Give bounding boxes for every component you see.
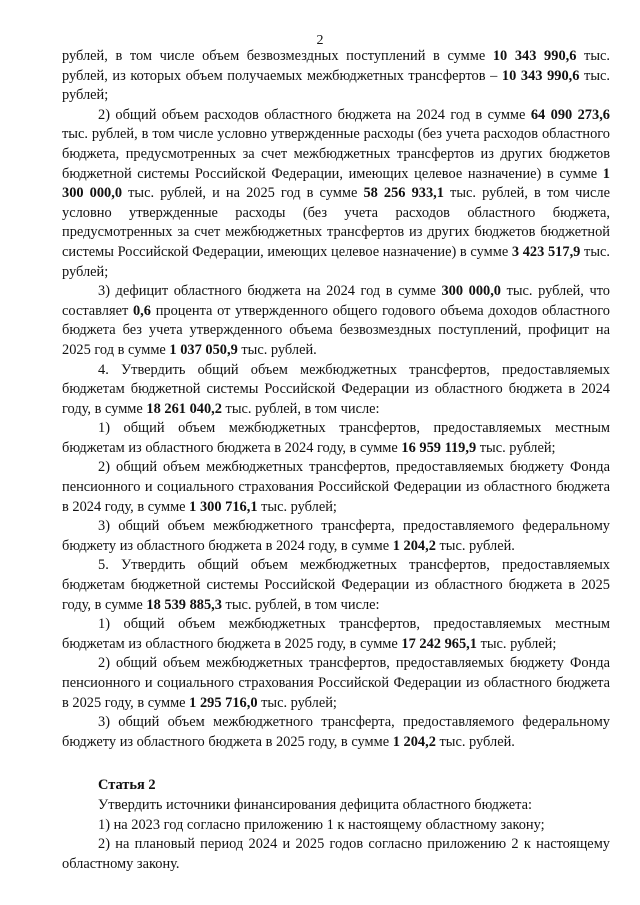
paragraph-text: тыс. рублей.	[435, 537, 515, 554]
article-2-paragraph: 2) на плановый период 2024 и 2025 годов согласно приложению 2 к настоящему областному закону.	[62, 836, 610, 872]
paragraph-text: 1) общий объем межбюджетных трансфертов, предоставляемых местным бюджетам из областного бюджета в 2025 году, в сумме	[62, 616, 610, 652]
paragraph-text: тыс. рублей.	[237, 341, 317, 358]
article-2-paragraph: Утвердить источники финансирования дефицита областного бюджета:	[98, 796, 532, 813]
amount: 300 000,0	[441, 283, 501, 300]
amount: 18 539 885,3	[146, 596, 222, 613]
paragraph	[62, 282, 610, 360]
paragraph-text: 2) общий объем межбюджетных трансфертов, предоставляемых бюджету Фонда пенсионного и социального страхования Российской Федерации из областного бюджета в 2025 году, в сумме	[62, 655, 610, 711]
article-2-paragraph: 1) на 2023 год согласно приложению 1 к настоящему областному закону;	[98, 816, 545, 833]
paragraph-text: тыс. рублей, в том числе:	[221, 596, 380, 613]
paragraph	[62, 713, 610, 752]
article-2-body	[62, 796, 610, 874]
paragraph	[62, 615, 610, 654]
amount: 10 343 990,6	[501, 67, 580, 84]
amount: 18 261 040,2	[146, 400, 222, 417]
article-heading: Статья 2	[98, 777, 156, 794]
paragraph-text: 4. Утвердить общий объем межбюджетных трансфертов, предоставляемых бюджетам бюджетной системы Российской Федерации из областного бюджета в 2024 году, в сумме	[62, 361, 610, 417]
amount: 1 300 716,1	[189, 498, 258, 515]
paragraph	[62, 517, 610, 556]
amount: 3 423 517,9	[511, 243, 581, 260]
paragraph-text: тыс. рублей, из которых объем получаемых межбюджетных трансфертов –	[62, 48, 610, 84]
amount: 10 343 990,6	[492, 48, 577, 64]
paragraph	[62, 106, 610, 282]
paragraph-text: процента от утвержденного общего годового объема доходов областного бюджета без учета утвержденного объема безвозмездных поступлений, профицит на 2025 год в сумме	[62, 302, 610, 358]
paragraph	[62, 419, 610, 458]
paragraph-text: 2) общий объем расходов областного бюджета на 2024 год в сумме	[98, 106, 531, 123]
paragraph-text: рублей, в том числе объем безвозмездных поступлений в сумме	[62, 48, 493, 64]
paragraph-text: 3) дефицит областного бюджета на 2024 год в сумме	[98, 283, 442, 300]
amount: 1 204,2	[392, 537, 436, 554]
paragraph-text: тыс. рублей, в том числе условно утвержденные расходы (без учета расходов областного бюджета, предусмотренных за счет межбюджетных трансфертов из других бюджетов бюджетной системы Российской Федерации, имеющих целевое назначение) в сумме	[62, 126, 610, 182]
paragraph	[62, 458, 610, 517]
amount: 1 295 716,0	[189, 694, 258, 711]
paragraph	[62, 47, 610, 106]
amount: 16 959 119,9	[401, 439, 477, 456]
paragraph-text: тыс. рублей;	[476, 439, 556, 456]
amount: 0,6	[132, 302, 151, 319]
amount: 17 242 965,1	[401, 635, 477, 652]
amount: 1 204,2	[392, 733, 436, 750]
paragraph-text: тыс. рублей;	[257, 498, 337, 515]
paragraph-text: тыс. рублей, в том числе условно утвержденные расходы (без учета расходов областного бюджета, предусмотренных за счет межбюджетных трансфертов из других бюджетов бюджетной системы Российской Федерации, имеющих целевое назначение) в сумме	[62, 185, 610, 260]
amount: 58 256 933,1	[363, 185, 444, 202]
paragraph-text: тыс. рублей, в том числе:	[221, 400, 380, 417]
paragraph-text: тыс. рублей;	[62, 243, 610, 280]
amount: 1 300 000,0	[62, 165, 610, 202]
paragraph-text: 2) общий объем межбюджетных трансфертов, предоставляемых бюджету Фонда пенсионного и социального страхования Российской Федерации из областного бюджета в 2024 году, в сумме	[62, 459, 610, 515]
paragraph-text: тыс. рублей, что составляет	[62, 283, 611, 319]
paragraph-text: 3) общий объем межбюджетного трансферта, предоставляемого федеральному бюджету из областного бюджета в 2025 году, в сумме	[62, 714, 610, 750]
paragraph-text: 3) общий объем межбюджетного трансферта, предоставляемого федеральному бюджету из областного бюджета в 2024 году, в сумме	[62, 518, 610, 554]
amount: 1 037 050,9	[169, 341, 238, 358]
paragraph-text: тыс. рублей;	[257, 694, 337, 711]
document-body	[62, 47, 610, 874]
paragraph-text: тыс. рублей, и на 2025 год в сумме	[122, 185, 364, 202]
paragraph	[62, 556, 610, 615]
paragraph-text: 1) общий объем межбюджетных трансфертов, предоставляемых местным бюджетам из областного бюджета в 2024 году, в сумме	[62, 420, 610, 456]
page-number: 2	[316, 33, 324, 48]
paragraph-text: тыс. рублей;	[476, 635, 557, 652]
amount: 64 090 273,6	[530, 106, 610, 123]
article-1-continuation	[62, 47, 610, 752]
paragraph-text: тыс. рублей;	[62, 67, 610, 104]
paragraph-text: 5. Утвердить общий объем межбюджетных трансфертов, предоставляемых бюджетам бюджетной системы Российской Федерации из областного бюджета в 2025 году, в сумме	[62, 557, 610, 613]
paragraph	[62, 654, 610, 713]
paragraph-text: тыс. рублей.	[435, 733, 515, 750]
paragraph	[62, 361, 610, 420]
